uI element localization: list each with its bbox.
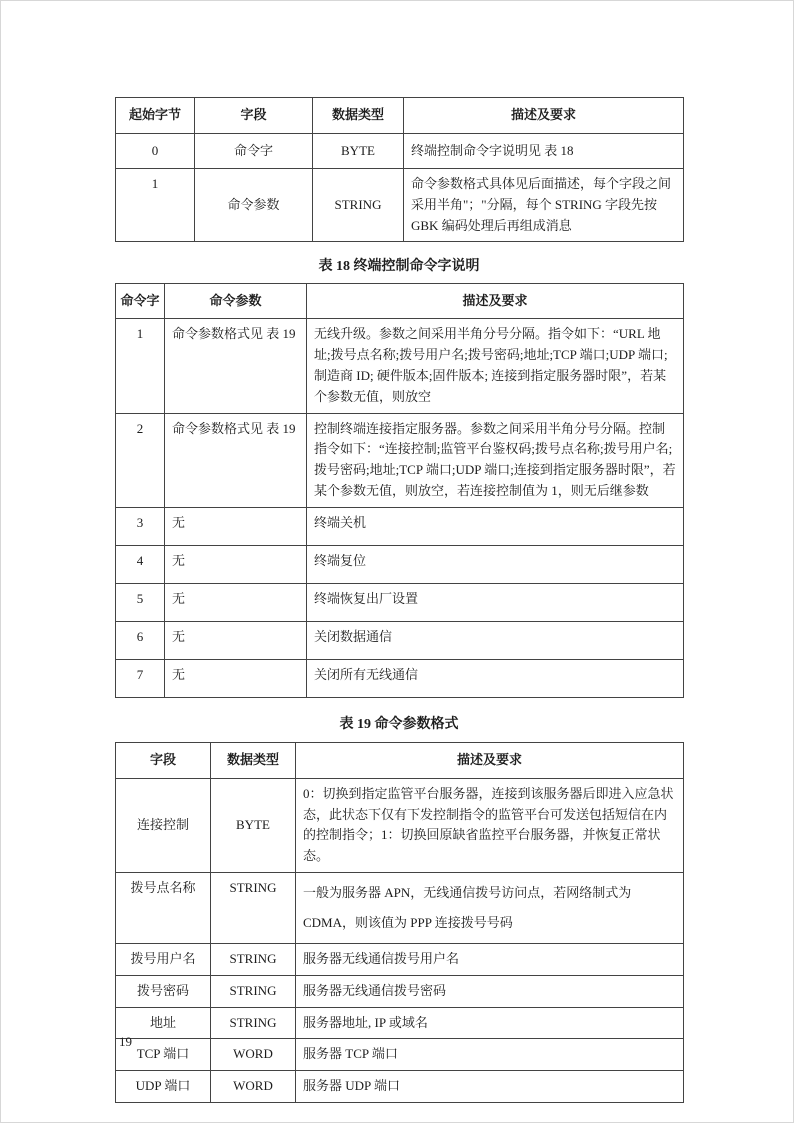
cell-description: 0：切换到指定监管平台服务器，连接到该服务器后即进入应急状态，此状态下仅有下发控制指令的监管平台可发送包括短信在内的控制指令；1：切换回原缺省监控平台服务器，并恢复正常状态。 — [296, 778, 684, 872]
table-row — [116, 621, 684, 659]
column-header-field: 字段 — [195, 98, 313, 134]
cell-datatype: BYTE — [313, 134, 404, 169]
column-header-description: 描述及要求 — [404, 98, 684, 134]
page-number: 19 — [119, 1034, 132, 1049]
column-header-start-byte: 起始字节 — [116, 98, 195, 134]
table-row — [116, 583, 684, 621]
cell-description: 终端恢复出厂设置 — [307, 583, 684, 621]
cell-command-param: 命令参数格式见 表 19 — [165, 413, 307, 507]
cell-command-word: 4 — [116, 545, 165, 583]
cell-description: 服务器无线通信拨号用户名 — [296, 943, 684, 975]
table-row — [116, 1007, 684, 1039]
cell-description: 终端关机 — [307, 507, 684, 545]
cell-command-word: 6 — [116, 621, 165, 659]
column-header-field: 字段 — [116, 742, 211, 778]
cell-command-param: 命令参数格式见 表 19 — [165, 319, 307, 413]
cell-description: 服务器 UDP 端口 — [296, 1071, 684, 1103]
table-row — [116, 872, 684, 943]
column-header-command-param: 命令参数 — [165, 284, 307, 319]
cell-description: 终端复位 — [307, 545, 684, 583]
cell-start-byte: 0 — [116, 134, 195, 169]
cell-field: UDP 端口 — [116, 1071, 211, 1103]
cell-description: 终端控制命令字说明见 表 18 — [404, 134, 684, 169]
table-row — [116, 1071, 684, 1103]
table-row — [116, 1039, 684, 1071]
table-row — [116, 975, 684, 1007]
cell-description: 一般为服务器 APN，无线通信拨号访问点，若网络制式为 CDMA，则该值为 PPP 连接拨号号码 — [296, 872, 684, 943]
table-row — [116, 134, 684, 169]
command-field-table — [115, 97, 684, 242]
terminal-control-command-table — [115, 283, 684, 697]
cell-command-word: 3 — [116, 507, 165, 545]
table19-caption: 表 19 命令参数格式 — [339, 716, 459, 732]
cell-description: 关闭数据通信 — [307, 621, 684, 659]
table-row — [116, 778, 684, 872]
command-param-format-table — [115, 742, 684, 1103]
cell-start-byte: 1 — [116, 169, 195, 242]
table-row — [116, 413, 684, 507]
table-header-row — [116, 284, 684, 319]
table18-caption: 表 18 终端控制命令字说明 — [318, 259, 480, 275]
column-header-description: 描述及要求 — [296, 742, 684, 778]
cell-field: 命令字 — [195, 134, 313, 169]
cell-description: 无线升级。参数之间采用半角分号分隔。指令如下：“URL 地址;拨号点名称;拨号用户名;拨号密码;地址;TCP 端口;UDP 端口;制造商 ID; 硬件版本;固件版本; 连接到指定服务器时限”，若某个参数无值，则放空 — [307, 319, 684, 413]
cell-command-word: 2 — [116, 413, 165, 507]
table-header-row — [116, 742, 684, 778]
cell-field: TCP 端口 — [116, 1039, 211, 1071]
cell-field: 拨号点名称 — [116, 872, 211, 943]
cell-field: 命令参数 — [195, 169, 313, 242]
cell-field: 拨号用户名 — [116, 943, 211, 975]
cell-description: 控制终端连接指定服务器。参数之间采用半角分号分隔。控制指令如下：“连接控制;监管平台鉴权码;拨号点名称;拨号用户名;拨号密码;地址;TCP 端口;UDP 端口;连接到指定服务器时限”，若某个参数无值，则放空，若连接控制值为 1，则无后继参数 — [307, 413, 684, 507]
cell-command-param: 无 — [165, 659, 307, 697]
cell-description: 服务器无线通信拨号密码 — [296, 975, 684, 1007]
table-row — [116, 943, 684, 975]
table-row — [116, 659, 684, 697]
cell-description: 关闭所有无线通信 — [307, 659, 684, 697]
cell-datatype: STRING — [211, 943, 296, 975]
column-header-datatype: 数据类型 — [211, 742, 296, 778]
cell-command-param: 无 — [165, 583, 307, 621]
table-row — [116, 319, 684, 413]
table-row — [116, 169, 684, 242]
cell-description: 服务器地址, IP 或域名 — [296, 1007, 684, 1039]
cell-command-param: 无 — [165, 507, 307, 545]
cell-datatype: STRING — [211, 872, 296, 943]
cell-description: 服务器 TCP 端口 — [296, 1039, 684, 1071]
cell-command-param: 无 — [165, 545, 307, 583]
cell-field: 地址 — [116, 1007, 211, 1039]
cell-datatype: BYTE — [211, 778, 296, 872]
cell-datatype: WORD — [211, 1039, 296, 1071]
table-header-row — [116, 98, 684, 134]
cell-command-word: 5 — [116, 583, 165, 621]
cell-description: 命令参数格式具体见后面描述，每个字段之间采用半角"；"分隔，每个 STRING 字段先按 GBK 编码处理后再组成消息 — [404, 169, 684, 242]
column-header-command-word: 命令字 — [116, 284, 165, 319]
cell-command-param: 无 — [165, 621, 307, 659]
cell-field: 拨号密码 — [116, 975, 211, 1007]
cell-command-word: 1 — [116, 319, 165, 413]
cell-datatype: STRING — [313, 169, 404, 242]
table-row — [116, 507, 684, 545]
cell-datatype: STRING — [211, 975, 296, 1007]
cell-field: 连接控制 — [116, 778, 211, 872]
cell-command-word: 7 — [116, 659, 165, 697]
cell-datatype: STRING — [211, 1007, 296, 1039]
cell-datatype: WORD — [211, 1071, 296, 1103]
table-row — [116, 545, 684, 583]
column-header-description: 描述及要求 — [307, 284, 684, 319]
page-content — [115, 97, 683, 1103]
column-header-datatype: 数据类型 — [313, 98, 404, 134]
